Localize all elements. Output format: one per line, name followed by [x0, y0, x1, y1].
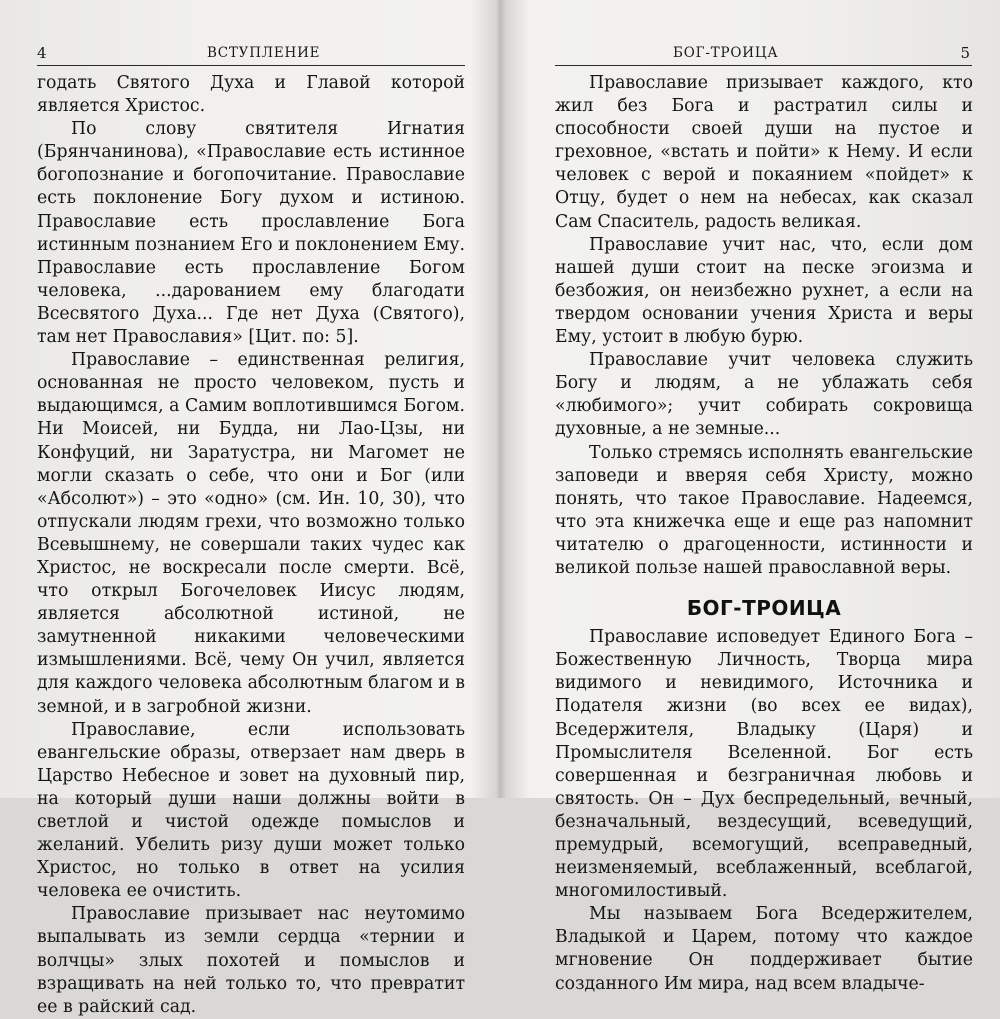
paragraph: Православие призывает нас неутомимо выпалывать из земли сердца «тернии и волчцы» злых похотей и помыслов и взращивать на ней только то, что превратит ее в райский сад.	[37, 904, 465, 1017]
right-running-header	[555, 44, 970, 64]
paragraph: Православие – единственная религия, основанная не просто человеком, пусть и выдающимся, а Самим воплотившимся Богом. Ни Моисей, ни Будда, ни Лао-Цзы, ни Конфуций, ни Заратустра, ни Магомет не могли сказать о себе, что они и Бог (или «Абсолют») – это «одно» (см. Ин. 10, 30), что отпускали людям грехи, что возможно только Всевышнему, не совершали таких чудес как Христос, не воскресали после смерти. Всё, что открыл Богочеловек Иисус людям, является абсолютной истиной, не замутненной никакими человеческими измышлениями. Всё, чему Он учил, является для каждого человека абсолютным благом и в земной, и в загробной жизни.	[37, 350, 465, 717]
paragraph: Православие призывает каждого, кто жил без Бога и растратил силы и способности своей души на пустое и греховное, «встать и пойти» к Нему. И если человек с верой и покаянием «пойдет» к Отцу, будет о нем на небесах, как сказал Сам Спаситель, радость великая.	[555, 73, 973, 232]
left-header-rule	[37, 65, 465, 66]
left-page	[0, 0, 500, 1017]
right-header-title: БОГ-ТРОИЦА	[673, 45, 779, 61]
paragraph: По слову святителя Игнатия (Брянчанинова), «Православие есть истинное богопознание и богопочитание. Православие есть поклонение Богу духом и истиною. Православие есть прославление Бога истинным познанием Его и поклонением Ему. Православие есть прославление Богом человека, ...дарованием ему благодати Всесвятого Духа... Где нет Духа (Святого), там нет Православия» [Цит. по: 5].	[37, 119, 465, 348]
paragraph: Православие учит нас, что, если дом нашей души стоит на песке эгоизма и безбожия, он неизбежно рухнет, а если на твердом основании учения Христа и веры Ему, устоит в любую бурю.	[555, 234, 973, 348]
right-header-rule	[555, 65, 972, 66]
left-page-number: 4	[37, 44, 47, 62]
right-page-text	[555, 72, 973, 996]
paragraph: Только стремясь исполнять евангельские заповеди и вверяя себя Христу, можно понять, что такое Православие. Надеемся, что эта книжечка еще и еще раз напомнит читателю о драгоценности, истинности и великой пользе нашей православной веры.	[555, 442, 973, 578]
left-header-title: ВСТУПЛЕНИЕ	[207, 45, 321, 61]
paragraph: Мы называем Бога Вседержителем, Владыкой и Царем, потому что каждое мгновение Он поддерживает бытие созданного Им мира, над всем владыче-	[555, 904, 973, 994]
paragraph: Православие, если использовать евангельские образы, отверзает нам дверь в Царство Небесное и зовет на духовный пир, на который души наши должны войти в светлой и чистой одежде помыслов и желаний. Убелить ризу души может только Христос, но только в ответ на усилия человека ее очистить.	[37, 719, 465, 902]
paragraph: Православие учит человека служить Богу и людям, а не ублажать себя «любимого»; учит собирать сокровища духовные, а не земные...	[555, 350, 973, 440]
left-running-header	[37, 44, 467, 64]
section-heading: БОГ-ТРОИЦА	[686, 596, 842, 621]
right-page-number: 5	[960, 44, 970, 62]
left-page-text	[37, 72, 465, 1019]
paragraph: годать Святого Духа и Главой которой является Христос.	[37, 73, 465, 117]
paragraph: Православие исповедует Единого Бога – Божественную Личность, Творца мира видимого и невидимого, Источника и Подателя жизни (во всех ее видах), Вседержителя, Владыку (Царя) и Промыслителя Вселенной. Бог есть совершенная и безграничная любовь и святость. Он – Дух беспредельный, вечный, безначальный, вездесущий, всеведущий, премудрый, всемогущий, всеправедный, неизменяемый, всеблаженный, всеблагой, многомилостивый.	[555, 627, 973, 902]
right-page	[500, 0, 1000, 994]
